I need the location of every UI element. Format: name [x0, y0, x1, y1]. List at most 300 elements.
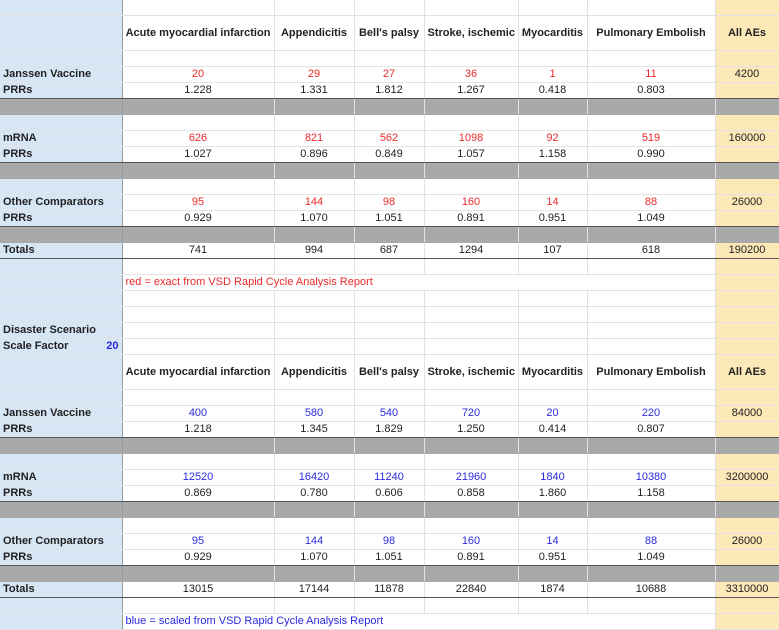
cell-empty[interactable]: [424, 163, 518, 179]
cell-empty[interactable]: [715, 147, 779, 163]
cell-empty[interactable]: [587, 163, 715, 179]
cell-empty[interactable]: [715, 83, 779, 99]
count-cell[interactable]: 160: [424, 195, 518, 211]
cell-empty[interactable]: [274, 227, 354, 243]
cell-empty[interactable]: [587, 323, 715, 339]
cell-empty[interactable]: [518, 163, 587, 179]
cell-empty[interactable]: [587, 566, 715, 582]
cell-empty[interactable]: [518, 99, 587, 115]
count-cell[interactable]: 519: [587, 131, 715, 147]
column-header[interactable]: Appendicitis: [274, 355, 354, 390]
prr-cell[interactable]: 0.858: [424, 486, 518, 502]
cell-empty[interactable]: [274, 179, 354, 195]
cell-empty[interactable]: [587, 598, 715, 614]
cell-empty[interactable]: [518, 291, 587, 307]
prr-cell[interactable]: 1.051: [354, 211, 424, 227]
cell-empty[interactable]: [715, 291, 779, 307]
legend-note-blue[interactable]: blue = scaled from VSD Rapid Cycle Analysis Report: [122, 614, 715, 630]
cell-empty[interactable]: [274, 390, 354, 406]
prr-cell[interactable]: 0.929: [122, 211, 274, 227]
cell-empty[interactable]: [518, 115, 587, 131]
cell-empty[interactable]: [715, 502, 779, 518]
total-cell[interactable]: 1294: [424, 243, 518, 259]
count-cell[interactable]: 626: [122, 131, 274, 147]
total-cell[interactable]: 17144: [274, 582, 354, 598]
cell-empty[interactable]: [0, 16, 122, 51]
note-row-1: [0, 275, 779, 291]
total-cell[interactable]: 10688: [587, 582, 715, 598]
cell-empty[interactable]: [122, 390, 274, 406]
prr-cell[interactable]: 0.780: [274, 486, 354, 502]
prr-cell[interactable]: 0.896: [274, 147, 354, 163]
scenario-title-row: [0, 323, 779, 339]
prr-cell[interactable]: 0.414: [518, 422, 587, 438]
cell-empty[interactable]: [424, 390, 518, 406]
all-aes-total-cell[interactable]: 190200: [715, 243, 779, 259]
cell-empty[interactable]: [715, 99, 779, 115]
cell-empty[interactable]: [354, 0, 424, 16]
cell-empty[interactable]: [354, 291, 424, 307]
cell-empty[interactable]: [354, 115, 424, 131]
cell-empty[interactable]: [122, 51, 274, 67]
cell-empty[interactable]: [424, 51, 518, 67]
prr-label[interactable]: PRRs: [0, 486, 122, 502]
legend-note-red[interactable]: red = exact from VSD Rapid Cycle Analysis Report: [122, 275, 715, 291]
cell-empty[interactable]: [715, 259, 779, 275]
cell-empty[interactable]: [122, 99, 274, 115]
cell-empty[interactable]: [587, 518, 715, 534]
cell-empty[interactable]: [587, 99, 715, 115]
cell-empty[interactable]: [0, 518, 122, 534]
count-cell[interactable]: 720: [424, 406, 518, 422]
cell-empty[interactable]: [424, 291, 518, 307]
cell-empty[interactable]: [715, 51, 779, 67]
scale-factor-cell[interactable]: [0, 339, 122, 355]
group-label[interactable]: mRNA: [0, 131, 122, 147]
cell-empty[interactable]: [424, 0, 518, 16]
cell-empty[interactable]: [354, 227, 424, 243]
count-cell[interactable]: 1: [518, 67, 587, 83]
cell-empty[interactable]: [0, 0, 122, 16]
all-aes-cell[interactable]: 160000: [715, 131, 779, 147]
cell-empty[interactable]: [424, 518, 518, 534]
cell-empty[interactable]: [424, 502, 518, 518]
note-row-2: [0, 614, 779, 630]
cell-empty[interactable]: [122, 163, 274, 179]
count-cell[interactable]: 1840: [518, 470, 587, 486]
cell-empty[interactable]: [354, 51, 424, 67]
totals-label[interactable]: Totals: [0, 582, 122, 598]
cell-empty[interactable]: [274, 438, 354, 454]
cell-empty[interactable]: [518, 518, 587, 534]
cell-empty[interactable]: [354, 598, 424, 614]
all-aes-cell[interactable]: 3200000: [715, 470, 779, 486]
cell-empty[interactable]: [587, 390, 715, 406]
cell-empty[interactable]: [0, 291, 122, 307]
cell-empty[interactable]: [587, 454, 715, 470]
cell-empty[interactable]: [122, 227, 274, 243]
prr-label[interactable]: PRRs: [0, 550, 122, 566]
cell-empty[interactable]: [0, 390, 122, 406]
prr-cell[interactable]: 1.027: [122, 147, 274, 163]
prr-cell[interactable]: 0.929: [122, 550, 274, 566]
prr-cell[interactable]: 0.891: [424, 211, 518, 227]
cell-empty[interactable]: [122, 179, 274, 195]
cell-empty[interactable]: [715, 163, 779, 179]
cell-empty[interactable]: [354, 518, 424, 534]
cell-empty[interactable]: [518, 179, 587, 195]
total-cell[interactable]: 107: [518, 243, 587, 259]
cell-empty[interactable]: [424, 307, 518, 323]
cell-empty[interactable]: [274, 339, 354, 355]
column-header[interactable]: All AEs: [715, 16, 779, 51]
cell-empty[interactable]: [587, 502, 715, 518]
cell-empty[interactable]: [518, 438, 587, 454]
cell-empty[interactable]: [122, 598, 274, 614]
count-cell[interactable]: 27: [354, 67, 424, 83]
cell-empty[interactable]: [518, 339, 587, 355]
cell-empty[interactable]: [0, 614, 122, 630]
prr-cell[interactable]: 1.057: [424, 147, 518, 163]
scenario-title[interactable]: Disaster Scenario: [0, 323, 122, 339]
prr-cell[interactable]: 0.951: [518, 211, 587, 227]
cell-empty[interactable]: [354, 339, 424, 355]
cell-empty[interactable]: [354, 566, 424, 582]
cell-empty[interactable]: [274, 518, 354, 534]
prr-label[interactable]: PRRs: [0, 147, 122, 163]
cell-empty[interactable]: [715, 275, 779, 291]
total-cell[interactable]: 22840: [424, 582, 518, 598]
cell-empty[interactable]: [122, 566, 274, 582]
prr-label[interactable]: PRRs: [0, 422, 122, 438]
cell-empty[interactable]: [518, 259, 587, 275]
count-cell[interactable]: 20: [518, 406, 587, 422]
count-cell[interactable]: 220: [587, 406, 715, 422]
count-cell[interactable]: 10380: [587, 470, 715, 486]
cell-empty[interactable]: [122, 0, 274, 16]
count-cell[interactable]: 562: [354, 131, 424, 147]
cell-empty[interactable]: [0, 99, 122, 115]
cell-empty[interactable]: [0, 227, 122, 243]
cell-empty[interactable]: [587, 227, 715, 243]
prr-cell[interactable]: 1.070: [274, 550, 354, 566]
count-cell[interactable]: 16420: [274, 470, 354, 486]
count-cell[interactable]: 95: [122, 195, 274, 211]
cell-empty[interactable]: [354, 390, 424, 406]
total-cell[interactable]: 741: [122, 243, 274, 259]
cell-empty[interactable]: [587, 307, 715, 323]
column-header[interactable]: Appendicitis: [274, 16, 354, 51]
cell-empty[interactable]: [715, 0, 779, 16]
count-cell[interactable]: 36: [424, 67, 518, 83]
cell-empty[interactable]: [587, 51, 715, 67]
cell-empty[interactable]: [274, 291, 354, 307]
sec1-group-row: [0, 67, 779, 83]
count-cell[interactable]: 1098: [424, 131, 518, 147]
cell-empty[interactable]: [0, 307, 122, 323]
count-cell[interactable]: 98: [354, 195, 424, 211]
cell-empty[interactable]: [587, 0, 715, 16]
cell-empty[interactable]: [587, 259, 715, 275]
column-header[interactable]: Stroke, ischemic: [424, 16, 518, 51]
cell-empty[interactable]: [274, 454, 354, 470]
prr-cell[interactable]: 0.869: [122, 486, 274, 502]
cell-empty[interactable]: [518, 307, 587, 323]
prr-cell[interactable]: 1.250: [424, 422, 518, 438]
prr-cell[interactable]: 1.051: [354, 550, 424, 566]
prr-cell[interactable]: 0.803: [587, 83, 715, 99]
all-aes-cell[interactable]: 26000: [715, 195, 779, 211]
cell-empty[interactable]: [424, 179, 518, 195]
cell-empty[interactable]: [424, 598, 518, 614]
count-cell[interactable]: 14: [518, 534, 587, 550]
count-cell[interactable]: 580: [274, 406, 354, 422]
cell-empty[interactable]: [587, 115, 715, 131]
cell-empty[interactable]: [424, 99, 518, 115]
cell-empty[interactable]: [424, 227, 518, 243]
cell-empty[interactable]: [518, 454, 587, 470]
cell-empty[interactable]: [0, 51, 122, 67]
all-aes-cell[interactable]: 26000: [715, 534, 779, 550]
cell-empty[interactable]: [715, 518, 779, 534]
cell-empty[interactable]: [715, 614, 779, 630]
cell-empty[interactable]: [274, 598, 354, 614]
cell-empty[interactable]: [518, 227, 587, 243]
cell-empty[interactable]: [715, 390, 779, 406]
sec1-group-row: [0, 131, 779, 147]
total-cell[interactable]: 11878: [354, 582, 424, 598]
cell-empty[interactable]: [0, 438, 122, 454]
sec1-separator-row: [0, 227, 779, 243]
prr-cell[interactable]: 0.606: [354, 486, 424, 502]
cell-empty[interactable]: [0, 275, 122, 291]
total-cell[interactable]: 994: [274, 243, 354, 259]
cell-empty[interactable]: [424, 566, 518, 582]
count-cell[interactable]: 88: [587, 534, 715, 550]
column-header[interactable]: Acute myocardial infarction: [122, 16, 274, 51]
count-cell[interactable]: 144: [274, 534, 354, 550]
prr-cell[interactable]: 1.218: [122, 422, 274, 438]
prr-cell[interactable]: 1.812: [354, 83, 424, 99]
prr-cell[interactable]: 0.951: [518, 550, 587, 566]
prr-cell[interactable]: 0.807: [587, 422, 715, 438]
cell-empty[interactable]: [274, 323, 354, 339]
cell-empty[interactable]: [354, 99, 424, 115]
sec2-separator-row: [0, 502, 779, 518]
cell-empty[interactable]: [715, 339, 779, 355]
cell-empty[interactable]: [0, 115, 122, 131]
cell-empty[interactable]: [122, 259, 274, 275]
cell-empty[interactable]: [354, 163, 424, 179]
count-cell[interactable]: 160: [424, 534, 518, 550]
column-header[interactable]: Pulmonary Embolish: [587, 355, 715, 390]
count-cell[interactable]: 21960: [424, 470, 518, 486]
cell-empty[interactable]: [354, 259, 424, 275]
cell-empty[interactable]: [122, 454, 274, 470]
scale-factor-value[interactable]: 20: [106, 340, 119, 352]
column-header[interactable]: Bell's palsy: [354, 355, 424, 390]
count-cell[interactable]: 144: [274, 195, 354, 211]
cell-empty[interactable]: [518, 390, 587, 406]
all-aes-cell[interactable]: 4200: [715, 67, 779, 83]
column-header[interactable]: Myocarditis: [518, 16, 587, 51]
count-cell[interactable]: 12520: [122, 470, 274, 486]
prr-cell[interactable]: 1.049: [587, 550, 715, 566]
count-cell[interactable]: 11: [587, 67, 715, 83]
cell-empty[interactable]: [122, 323, 274, 339]
cell-empty[interactable]: [518, 502, 587, 518]
cell-empty[interactable]: [715, 566, 779, 582]
count-cell[interactable]: 29: [274, 67, 354, 83]
cell-empty[interactable]: [0, 502, 122, 518]
group-label[interactable]: mRNA: [0, 470, 122, 486]
prr-label[interactable]: PRRs: [0, 83, 122, 99]
cell-empty[interactable]: [715, 454, 779, 470]
cell-empty[interactable]: [354, 307, 424, 323]
sec2-spacer-row: [0, 518, 779, 534]
cell-empty[interactable]: [0, 259, 122, 275]
cell-empty[interactable]: [587, 291, 715, 307]
cell-empty[interactable]: [354, 454, 424, 470]
cell-empty[interactable]: [518, 566, 587, 582]
prr-cell[interactable]: 1.345: [274, 422, 354, 438]
totals-label[interactable]: Totals: [0, 243, 122, 259]
cell-empty[interactable]: [587, 179, 715, 195]
prr-cell[interactable]: 0.990: [587, 147, 715, 163]
cell-empty[interactable]: [518, 598, 587, 614]
sec1-separator-row: [0, 99, 779, 115]
column-header[interactable]: Bell's palsy: [354, 16, 424, 51]
scale-factor-label: Scale Factor: [3, 340, 69, 352]
prr-cell[interactable]: 0.418: [518, 83, 587, 99]
cell-empty[interactable]: [518, 0, 587, 16]
cell-empty[interactable]: [354, 438, 424, 454]
cell-empty[interactable]: [274, 259, 354, 275]
column-header[interactable]: Pulmonary Embolish: [587, 16, 715, 51]
cell-empty[interactable]: [715, 307, 779, 323]
prr-cell[interactable]: 1.829: [354, 422, 424, 438]
cell-empty[interactable]: [715, 115, 779, 131]
total-cell[interactable]: 618: [587, 243, 715, 259]
cell-empty[interactable]: [715, 550, 779, 566]
count-cell[interactable]: 821: [274, 131, 354, 147]
column-header[interactable]: Acute myocardial infarction: [122, 355, 274, 390]
cell-empty[interactable]: [122, 438, 274, 454]
cell-empty[interactable]: [274, 163, 354, 179]
prr-cell[interactable]: 1.049: [587, 211, 715, 227]
cell-empty[interactable]: [715, 227, 779, 243]
column-header[interactable]: Myocarditis: [518, 355, 587, 390]
sec2-group-row: [0, 534, 779, 550]
count-cell[interactable]: 540: [354, 406, 424, 422]
sec1-spacer-row: [0, 115, 779, 131]
prr-cell[interactable]: 1.158: [518, 147, 587, 163]
cell-empty[interactable]: [354, 179, 424, 195]
cell-empty[interactable]: [122, 115, 274, 131]
prr-cell[interactable]: 0.891: [424, 550, 518, 566]
cell-empty[interactable]: [0, 454, 122, 470]
count-cell[interactable]: 14: [518, 195, 587, 211]
cell-empty[interactable]: [424, 259, 518, 275]
group-label[interactable]: Other Comparators: [0, 195, 122, 211]
all-aes-total-cell[interactable]: 3310000: [715, 582, 779, 598]
cell-empty[interactable]: [715, 323, 779, 339]
column-header[interactable]: Stroke, ischemic: [424, 355, 518, 390]
cell-empty[interactable]: [587, 438, 715, 454]
cell-empty[interactable]: [274, 502, 354, 518]
cell-empty[interactable]: [354, 502, 424, 518]
cell-empty[interactable]: [122, 502, 274, 518]
cell-empty[interactable]: [0, 355, 122, 390]
cell-empty[interactable]: [274, 566, 354, 582]
cell-empty[interactable]: [274, 99, 354, 115]
group-label[interactable]: Janssen Vaccine: [0, 67, 122, 83]
count-cell[interactable]: 98: [354, 534, 424, 550]
prr-cell[interactable]: 0.849: [354, 147, 424, 163]
cell-empty[interactable]: [715, 438, 779, 454]
prr-cell[interactable]: 1.860: [518, 486, 587, 502]
cell-empty[interactable]: [424, 438, 518, 454]
cell-empty[interactable]: [715, 598, 779, 614]
cell-empty[interactable]: [715, 179, 779, 195]
count-cell[interactable]: 95: [122, 534, 274, 550]
cell-empty[interactable]: [122, 291, 274, 307]
count-cell[interactable]: 11240: [354, 470, 424, 486]
prr-label[interactable]: PRRs: [0, 211, 122, 227]
group-label[interactable]: Janssen Vaccine: [0, 406, 122, 422]
cell-empty[interactable]: [518, 323, 587, 339]
cell-empty[interactable]: [715, 422, 779, 438]
prr-cell[interactable]: 1.267: [424, 83, 518, 99]
prr-cell[interactable]: 1.228: [122, 83, 274, 99]
count-cell[interactable]: 88: [587, 195, 715, 211]
cell-empty[interactable]: [715, 211, 779, 227]
prr-cell[interactable]: 1.070: [274, 211, 354, 227]
cell-empty[interactable]: [354, 323, 424, 339]
cell-empty[interactable]: [0, 163, 122, 179]
cell-empty[interactable]: [518, 51, 587, 67]
cell-empty[interactable]: [122, 307, 274, 323]
cell-empty[interactable]: [274, 51, 354, 67]
cell-empty[interactable]: [122, 339, 274, 355]
count-cell[interactable]: 92: [518, 131, 587, 147]
cell-empty[interactable]: [0, 566, 122, 582]
cell-empty[interactable]: [122, 518, 274, 534]
cell-empty[interactable]: [424, 339, 518, 355]
group-label[interactable]: Other Comparators: [0, 534, 122, 550]
all-aes-cell[interactable]: 84000: [715, 406, 779, 422]
cell-empty[interactable]: [274, 115, 354, 131]
cell-empty[interactable]: [0, 179, 122, 195]
column-header[interactable]: All AEs: [715, 355, 779, 390]
total-cell[interactable]: 1874: [518, 582, 587, 598]
cell-empty[interactable]: [424, 323, 518, 339]
sec1-totals-row: [0, 243, 779, 259]
cell-empty[interactable]: [274, 307, 354, 323]
prr-cell[interactable]: 1.158: [587, 486, 715, 502]
cell-empty[interactable]: [587, 339, 715, 355]
total-cell[interactable]: 687: [354, 243, 424, 259]
count-cell[interactable]: 400: [122, 406, 274, 422]
cell-empty[interactable]: [424, 115, 518, 131]
count-cell[interactable]: 20: [122, 67, 274, 83]
prr-cell[interactable]: 1.331: [274, 83, 354, 99]
cell-empty[interactable]: [0, 598, 122, 614]
cell-empty[interactable]: [424, 454, 518, 470]
cell-empty[interactable]: [274, 0, 354, 16]
cell-empty[interactable]: [715, 486, 779, 502]
total-cell[interactable]: 13015: [122, 582, 274, 598]
